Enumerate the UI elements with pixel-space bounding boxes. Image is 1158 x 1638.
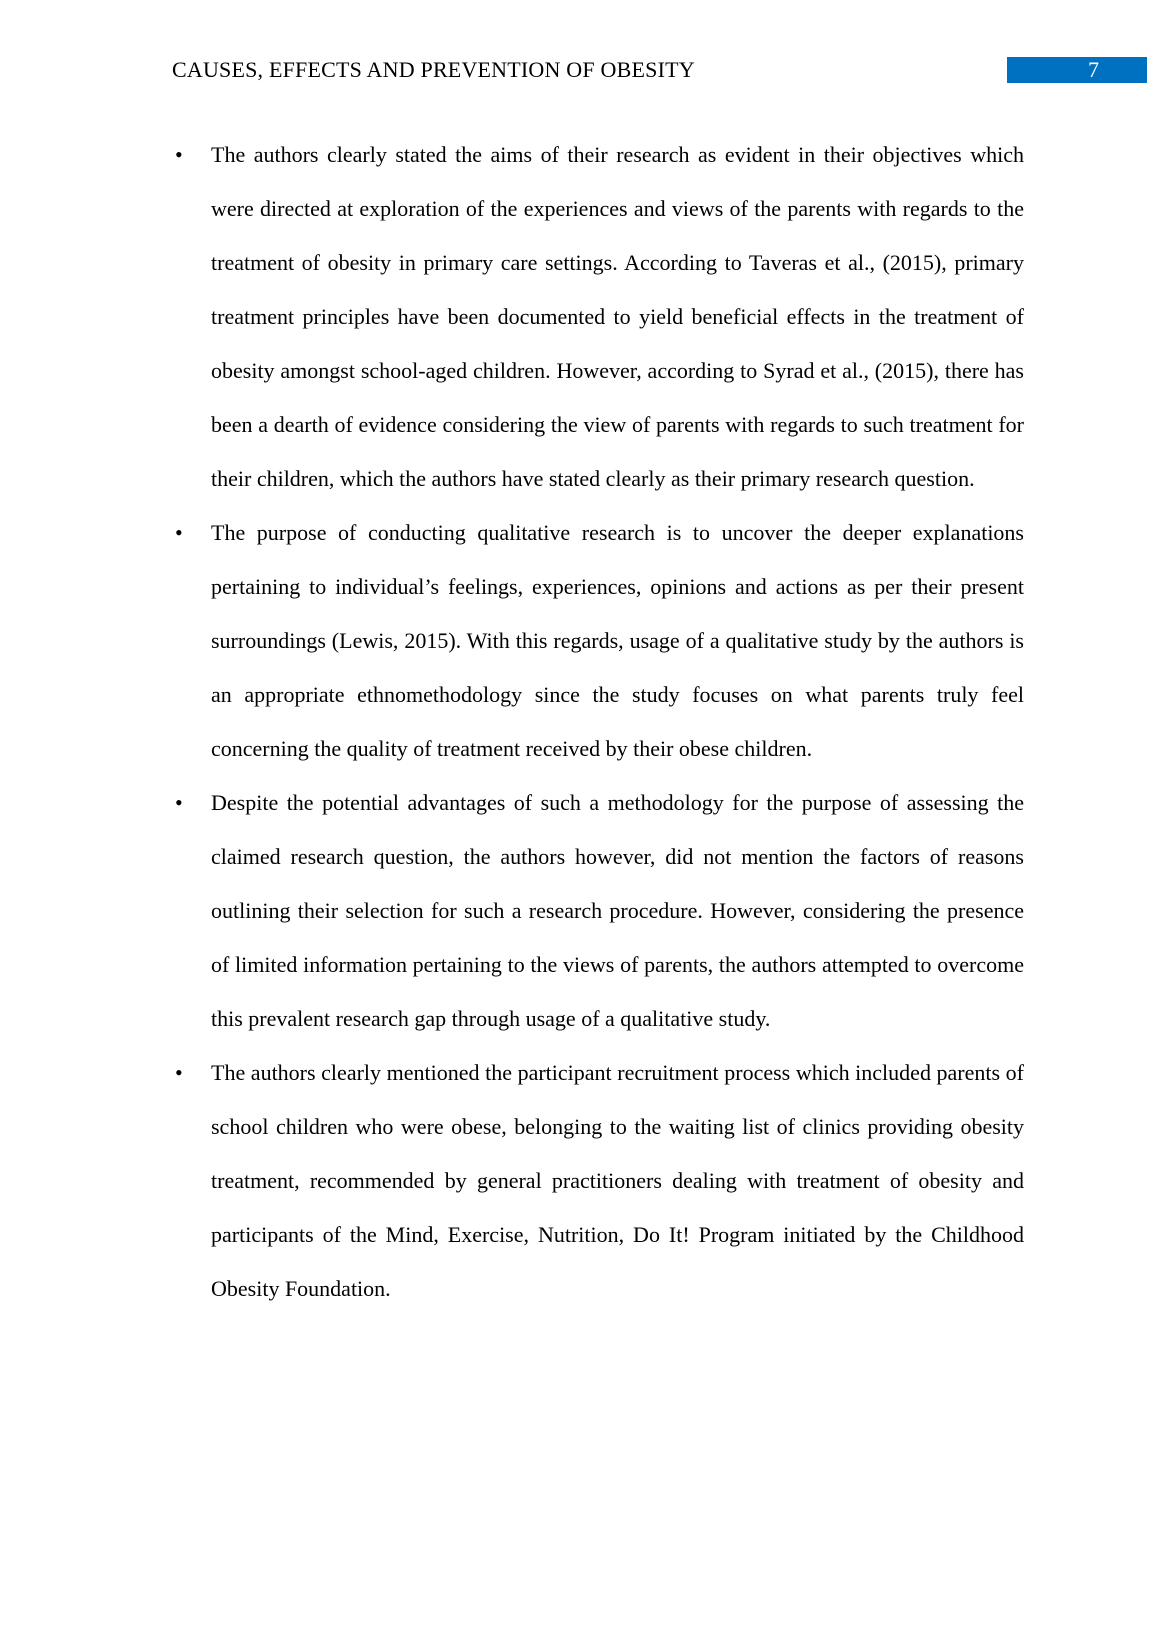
list-item xyxy=(172,506,1024,776)
page-number: 7 xyxy=(1088,57,1099,82)
bullet-icon: • xyxy=(175,1060,183,1085)
paragraph-text: The authors clearly mentioned the participant recruitment process which included parents of school children who were obese, belonging to the waiting list of clinics providing obesity treatment, recommended by general practitioners dealing with treatment of obesity and participants of the Mind, Exercise, Nutrition, Do It! Program initiated by the Childhood Obesity Foundation. xyxy=(211,1060,1024,1301)
paragraph-text: Despite the potential advantages of such a methodology for the purpose of assessing the claimed research question, the authors however, did not mention the factors of reasons outlining their selection for such a research procedure. However, considering the presence of limited information pertaining to the views of parents, the authors attempted to overcome this prevalent research gap through usage of a qualitative study. xyxy=(211,790,1024,1031)
running-head-title: CAUSES, EFFECTS AND PREVENTION OF OBESITY xyxy=(172,57,695,82)
paragraph-text: The authors clearly stated the aims of their research as evident in their objectives which were directed at exploration of the experiences and views of the parents with regards to the treatment of obesity in primary care settings. According to Taveras et al., (2015), primary treatment principles have been documented to yield beneficial effects in the treatment of obesity amongst school-aged children. However, according to Syrad et al., (2015), there has been a dearth of evidence considering the view of parents with regards to such treatment for their children, which the authors have stated clearly as their primary research question. xyxy=(211,142,1024,491)
bullet-icon: • xyxy=(175,790,183,815)
list-item xyxy=(172,1046,1024,1316)
list-item xyxy=(172,776,1024,1046)
paragraph-text: The purpose of conducting qualitative research is to uncover the deeper explanations pertaining to individual’s feelings, experiences, opinions and actions as per their present surroundings (Lewis, 2015). With this regards, usage of a qualitative study by the authors is an appropriate ethnomethodology since the study focuses on what parents truly feel concerning the quality of treatment received by their obese children. xyxy=(211,520,1024,761)
bullet-list xyxy=(172,128,1024,1316)
bullet-icon: • xyxy=(175,520,183,545)
page-number-badge xyxy=(1007,57,1147,83)
list-item xyxy=(172,128,1024,506)
bullet-icon: • xyxy=(175,142,183,167)
